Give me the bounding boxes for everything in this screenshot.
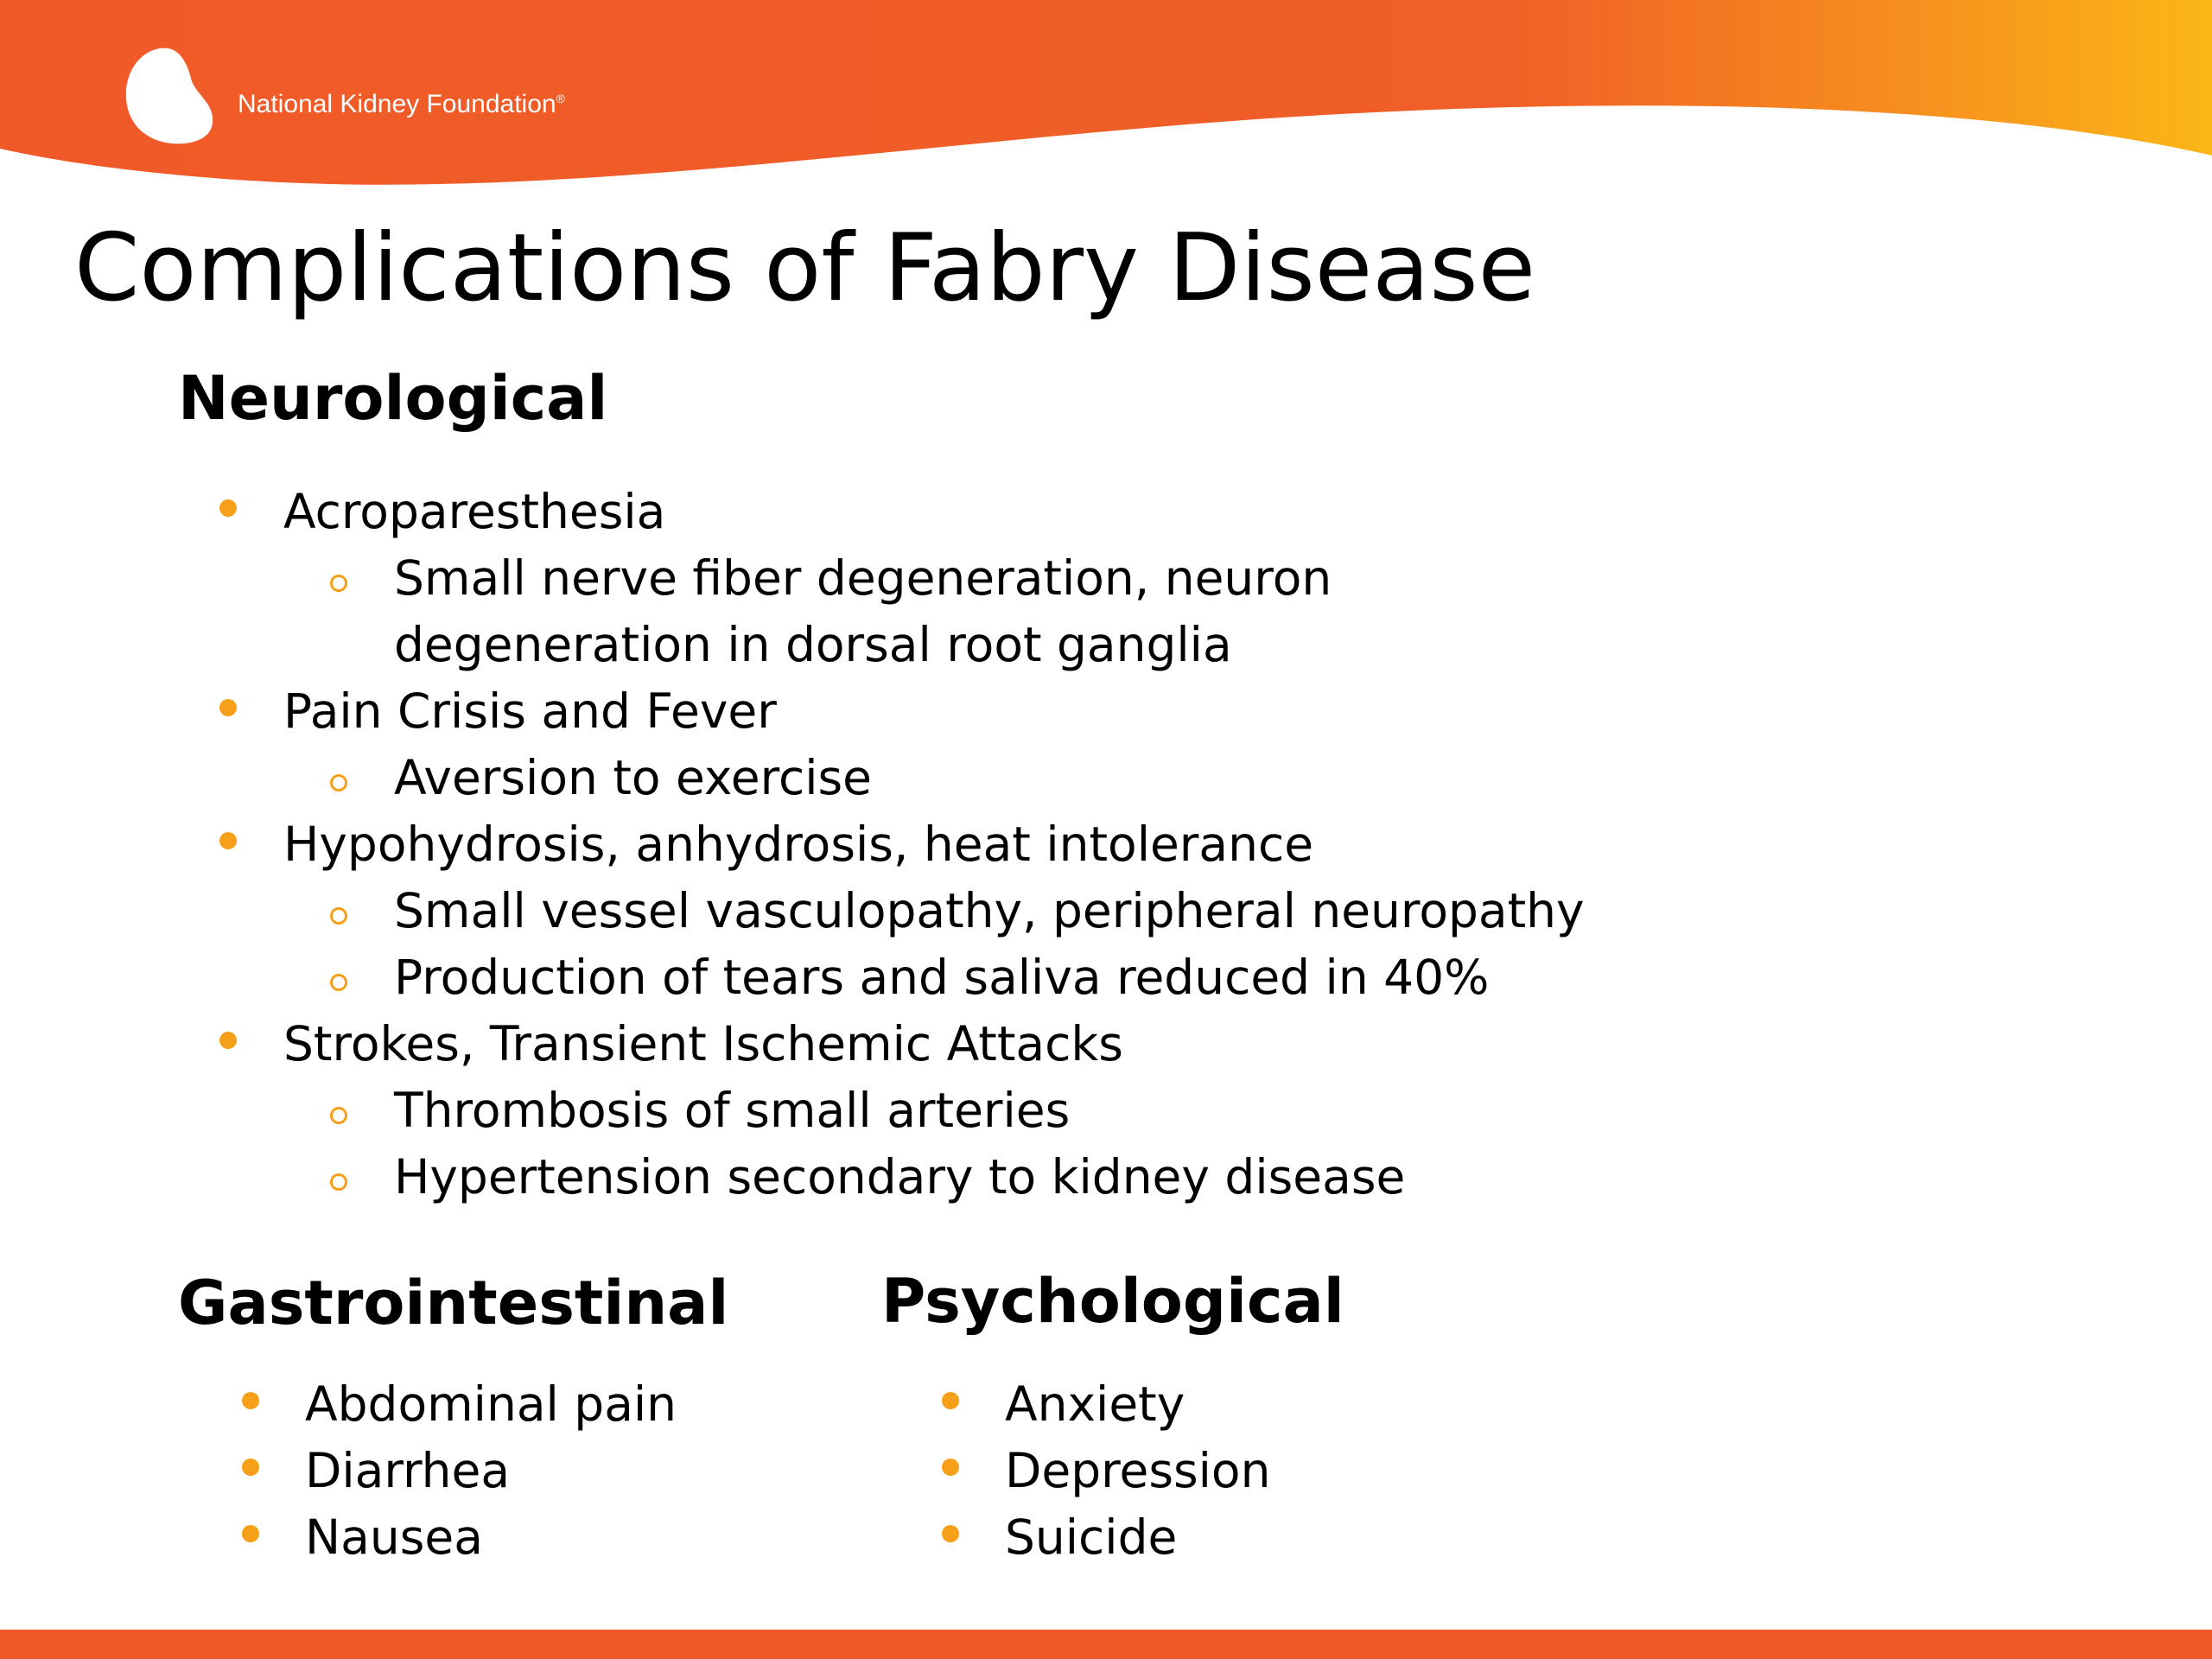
list-item: Suicide (938, 1504, 1270, 1571)
list-item: Diarrhea (238, 1438, 677, 1504)
kidney-logo-icon (121, 43, 225, 147)
list-item: Anxiety (938, 1371, 1270, 1438)
bullet-icon (219, 499, 237, 517)
bullet-icon (219, 832, 237, 849)
bullet-icon (942, 1392, 959, 1409)
circle-bullet-icon (330, 907, 347, 925)
list-item: Pain Crisis and Fever (216, 678, 1585, 745)
footer-band (0, 1630, 2212, 1659)
list-item: Aversion to exercise (216, 745, 1585, 811)
bullet-icon (942, 1525, 959, 1542)
brand-name: National Kidney Foundation® (238, 90, 565, 118)
bullet-icon (219, 699, 237, 716)
circle-bullet-icon (330, 974, 347, 991)
list-item: Hypertension secondary to kidney disease (216, 1144, 1585, 1211)
circle-bullet-icon (330, 774, 347, 791)
psychological-list (938, 1371, 1270, 1571)
psychological-heading: Psychological (881, 1266, 1344, 1337)
list-item: Strokes, Transient Ischemic Attacks (216, 1011, 1585, 1077)
circle-bullet-icon (330, 1173, 347, 1191)
list-item: Abdominal pain (238, 1371, 677, 1438)
list-item: Small vessel vasculopathy, peripheral neuropathy (216, 878, 1585, 944)
list-item: Small nerve fiber degeneration, neuron (216, 545, 1585, 612)
list-item: Hypohydrosis, anhydrosis, heat intolerance (216, 811, 1585, 878)
list-item: Thrombosis of small arteries (216, 1077, 1585, 1144)
list-item: Acroparesthesia (216, 479, 1585, 545)
gastrointestinal-heading: Gastrointestinal (178, 1268, 729, 1338)
bullet-icon (242, 1392, 259, 1409)
bullet-icon (242, 1525, 259, 1542)
slide-title: Complications of Fabry Disease (74, 214, 1536, 322)
bullet-icon (942, 1459, 959, 1476)
circle-bullet-icon (330, 575, 347, 592)
neurological-heading: Neurological (178, 363, 608, 434)
bullet-icon (242, 1459, 259, 1476)
list-item: Nausea (238, 1504, 677, 1571)
circle-bullet-icon (330, 1107, 347, 1124)
neurological-list (216, 479, 1585, 1211)
list-item: Production of tears and saliva reduced in 40% (216, 944, 1585, 1011)
bullet-icon (219, 1032, 237, 1049)
list-item: degeneration in dorsal root ganglia (394, 617, 1232, 672)
gastrointestinal-list (238, 1371, 677, 1571)
list-item: Depression (938, 1438, 1270, 1504)
